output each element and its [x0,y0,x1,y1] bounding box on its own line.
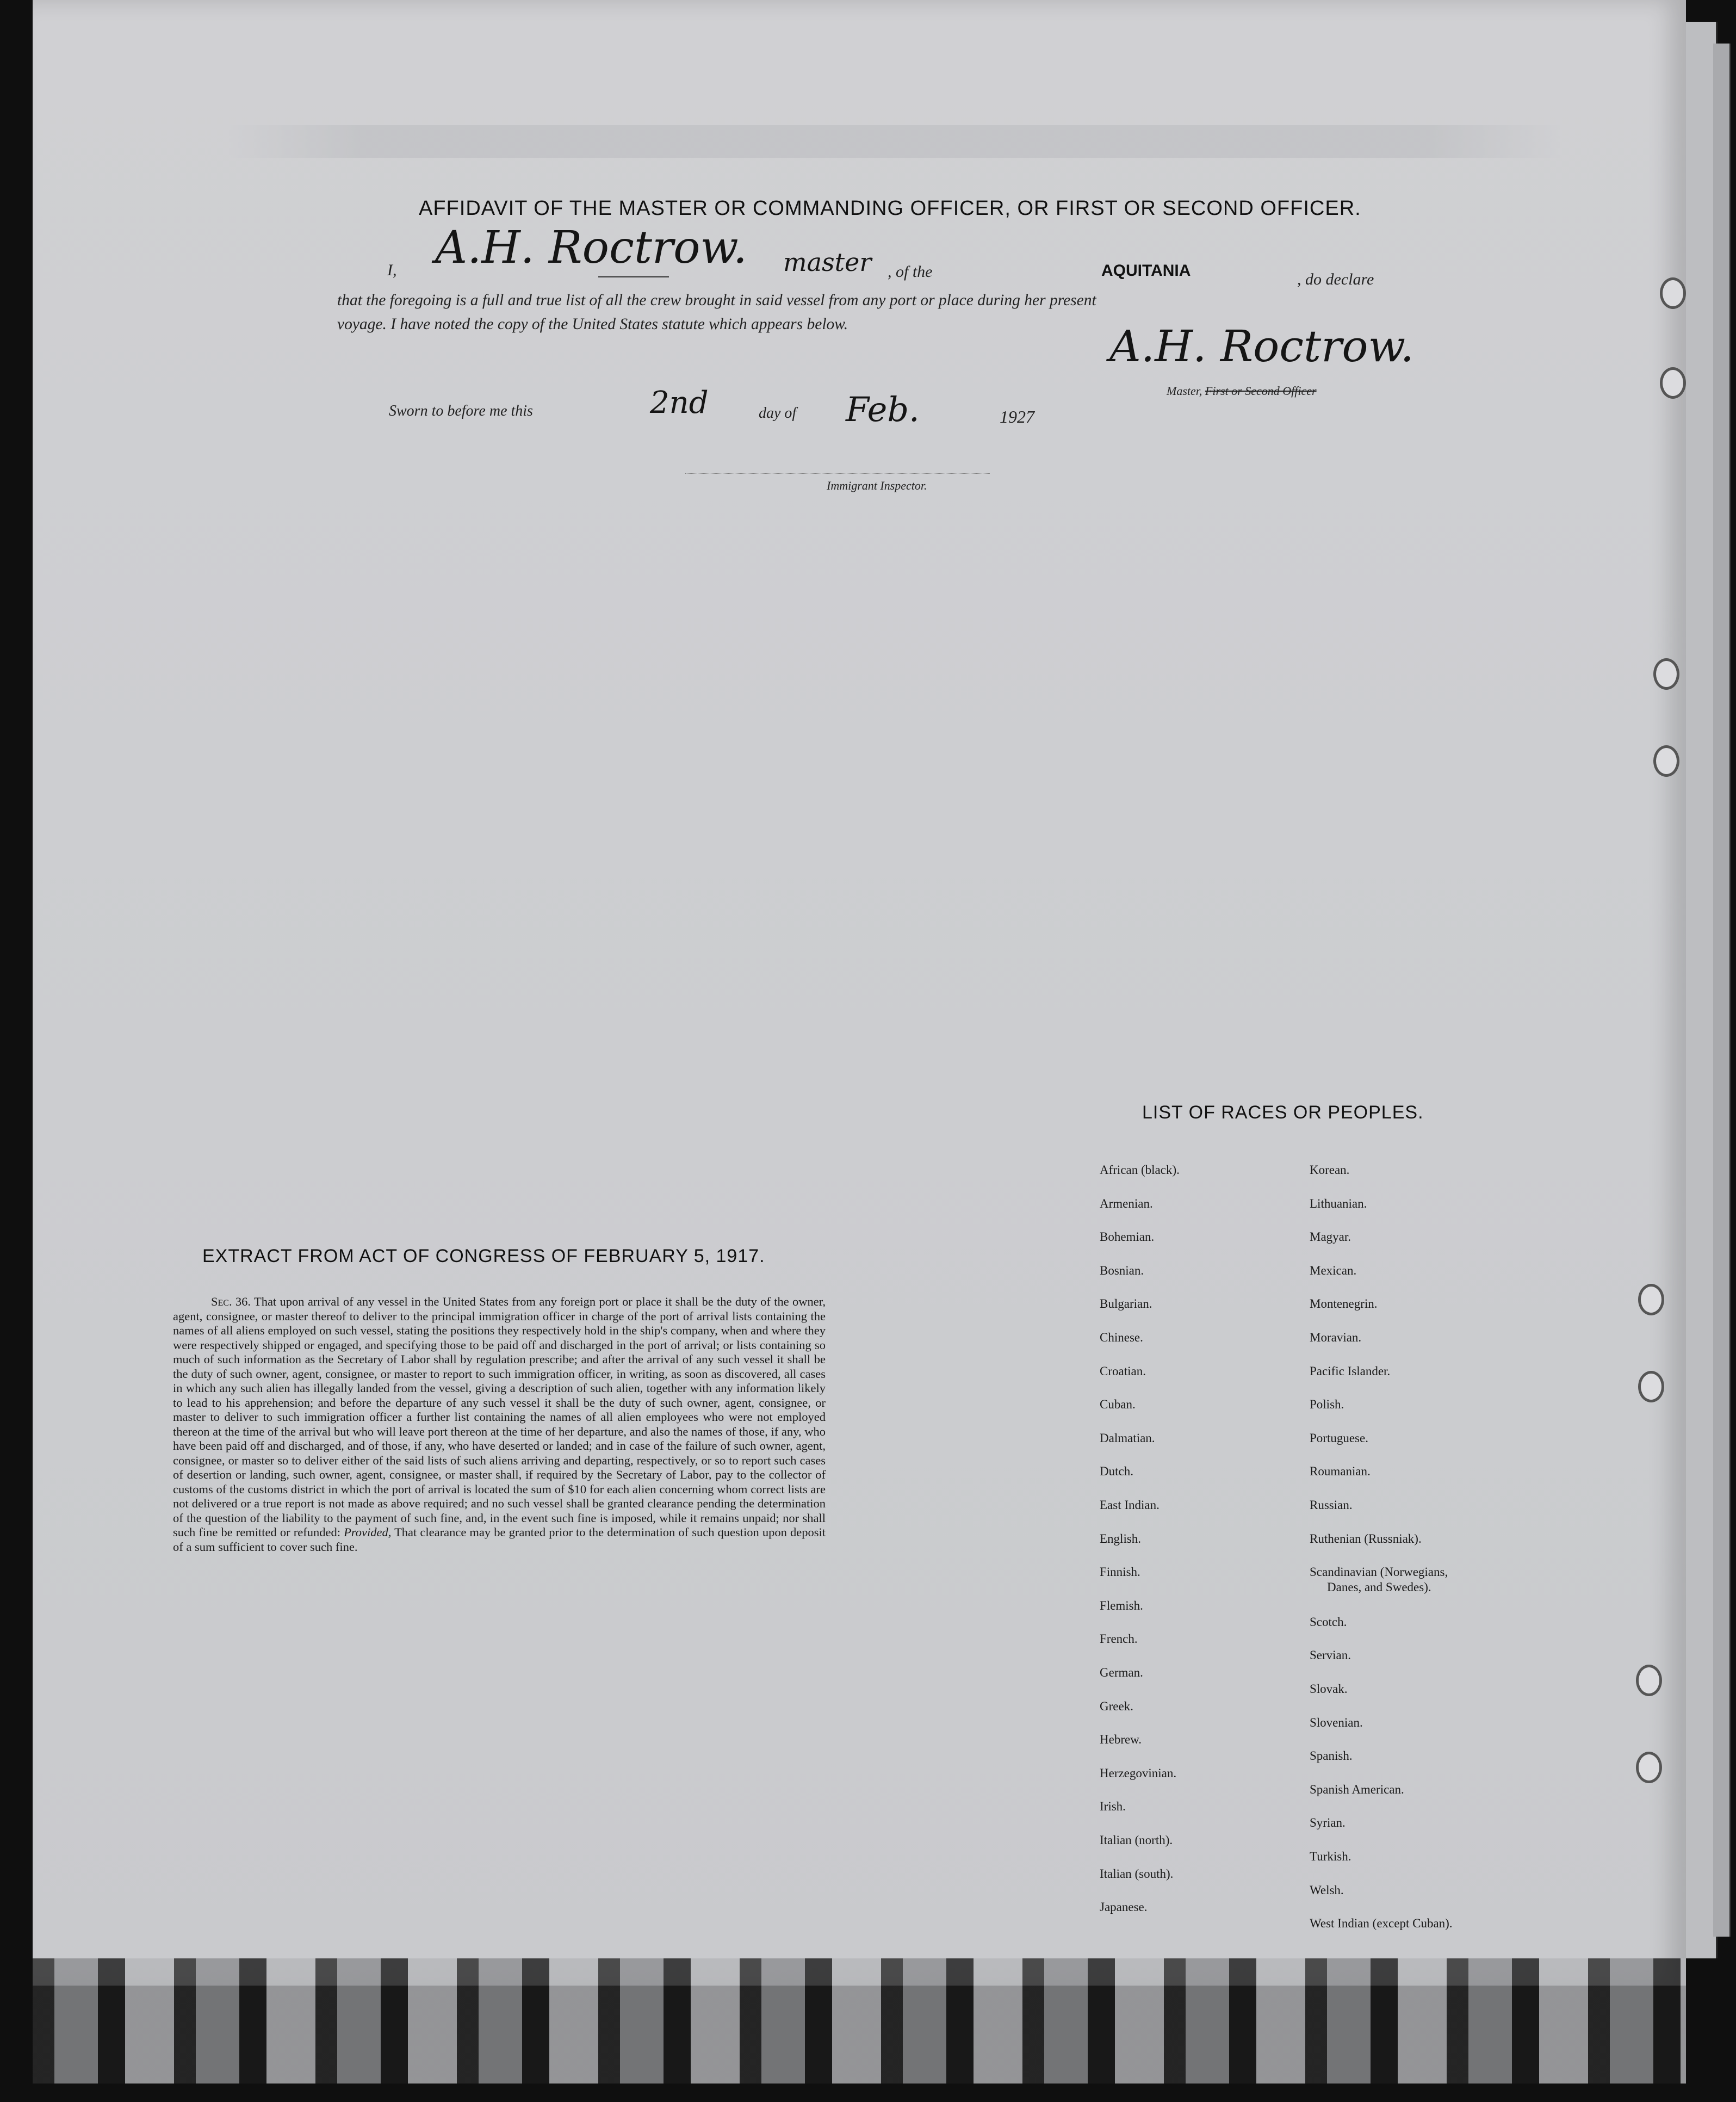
master-signature: A.H. Roctrow. [1109,321,1414,372]
race-item: Italian (north). [1100,1833,1173,1847]
inspector-caption: Immigrant Inspector. [827,479,927,492]
race-item: Dalmatian. [1100,1431,1155,1445]
race-item: Syrian. [1310,1816,1346,1830]
race-item: Scandinavian (Norwegians, [1310,1565,1448,1579]
provided-label: Provided, [344,1525,392,1539]
position-handwritten: master [783,248,872,277]
sworn-year: 1927 [1000,407,1034,426]
punch-hole-icon [1638,1371,1664,1402]
race-item: Irish. [1100,1800,1126,1814]
race-item: Chinese. [1100,1331,1143,1344]
punch-hole-icon [1636,1665,1662,1696]
race-item: Roumanian. [1310,1464,1371,1479]
race-item: Polish. [1310,1398,1344,1412]
affidavit-line-2: that the foregoing is a full and true list of all the crew brought in said vessel from any port or place during her present [337,292,1096,309]
race-item: German. [1100,1666,1143,1679]
race-item: Bosnian. [1100,1263,1144,1277]
race-item: Spanish American. [1310,1782,1404,1796]
punch-hole-icon [1636,1752,1662,1783]
race-item: Hebrew. [1100,1733,1142,1747]
race-item: Montenegrin. [1310,1297,1378,1311]
race-item: Herzegovinian. [1100,1766,1177,1780]
punch-hole-icon [1660,277,1686,309]
bleed-through-band [228,125,1561,158]
day-of-label: day of [759,405,797,422]
extract-title: EXTRACT FROM ACT OF CONGRESS OF FEBRUARY 5, 1917. [202,1246,765,1266]
race-item: Mexican. [1310,1263,1357,1277]
race-item: Ruthenian (Russniak). [1310,1531,1422,1545]
page-edge [1713,44,1731,1937]
race-item: Turkish. [1310,1850,1351,1863]
sworn-day: 2nd [650,385,709,421]
race-item: Armenian. [1100,1196,1153,1210]
race-item: Magyar. [1310,1230,1351,1244]
signature-caption [1167,384,1317,398]
race-item: French. [1100,1632,1138,1646]
sworn-month: Feb. [846,390,920,429]
race-item: Greek. [1100,1699,1133,1713]
signature-caption-master: Master, [1167,384,1202,398]
race-item: Japanese. [1100,1900,1148,1914]
section-label: Sec. 36. [211,1295,251,1308]
sworn-label: Sworn to before me this [389,403,533,419]
race-item: Italian (south). [1100,1866,1174,1881]
extract-body-end: That clearance may be granted prior to the determination of such question upon deposit of a sum sufficient to cover such fine. [173,1525,826,1554]
race-item: West Indian (except Cuban). [1310,1916,1453,1931]
punch-hole-icon [1638,1284,1664,1315]
race-item: Servian. [1310,1648,1351,1662]
signer-name: A.H. Roctrow. [435,222,747,274]
race-item: Welsh. [1310,1883,1344,1897]
punch-hole-icon [1653,745,1679,777]
race-item: Spanish. [1310,1749,1353,1763]
i-label: I, [387,261,397,279]
punch-hole-icon [1660,367,1686,399]
race-item: Danes, and Swedes). [1327,1580,1431,1594]
race-item: Croatian. [1100,1364,1146,1378]
races-title: LIST OF RACES OR PEOPLES. [1142,1102,1424,1123]
affidavit-line-3: voyage. I have noted the copy of the United States statute which appears below. [337,316,848,333]
race-item: African (black). [1100,1163,1180,1177]
race-item: Portuguese. [1310,1431,1368,1445]
race-item: Bohemian. [1100,1230,1155,1244]
race-item: Korean. [1310,1163,1350,1177]
race-item: Slovenian. [1310,1715,1363,1729]
race-item: Lithuanian. [1310,1196,1367,1210]
race-item: Finnish. [1100,1565,1140,1579]
race-item: Slovak. [1310,1682,1348,1696]
affidavit-title: AFFIDAVIT OF THE MASTER OR COMMANDING OFFICER, OR FIRST OR SECOND OFFICER. [419,197,1361,220]
race-item: Pacific Islander. [1310,1364,1391,1378]
race-item: Moravian. [1310,1331,1362,1344]
signature-caption-struck: First or Second Officer [1205,384,1317,398]
race-item: Dutch. [1100,1464,1133,1479]
extract-body [173,1295,826,1554]
of-the-label: , of the [888,263,933,281]
race-item: Cuban. [1100,1398,1136,1412]
race-item: Flemish. [1100,1598,1143,1612]
signer-underline [598,276,669,277]
race-item: Scotch. [1310,1615,1347,1629]
punch-hole-icon [1653,658,1679,690]
extract-body-text: That upon arrival of any vessel in the United States from any foreign port or place it shall be the duty of the owner, agent, consignee, or master thereof to deliver to the principal immigration officer in charge of the port of arrival lists containing the names of all aliens employed on such vessel, stating the positions they respectively hold in the ship's company, when and where they were respectively shipped or engaged, and specifying those to be paid off and discharged in the port of arrival; or lists containing so much of such information as the Secretary of Labor shall by regulation prescribe; and after the arrival of any such vessel it shall be the duty of such owner, agent, consignee, or master to report to such immigration officer, in writing, as soon as discovered, all cases in which any such alien has illegally landed from the vessel, giving a description of such alien, together with any information likely to lead to his apprehension; and before the departure of any such vessel it shall be the duty of such owner, agent, consignee, or master to deliver to such immigration officer a further list containing the names of all alien employees who were not employed thereon at the time of the arrival but who will leave port thereon at the time of her departure, and also the names of those, if any, who have been paid off and discharged, and of those, if any, who have deserted or landed; and in case of the failure of such owner, agent, consignee, or master so to deliver either of the said lists of such aliens arriving and departing, respectively, or so to report such cases of desertion or landing, such owner, agent, consignee, or master shall, if required by the Secretary of Labor, pay to the collector of customs of the customs district in which the port of arrival is located the sum of $10 for each alien concerning whom correct lists are not delivered or a true report is not made as above required; and no such vessel shall be granted clearance pending the determination of the question of the liability to the payment of such fine, and, in the event such fine is imposed, while it remains unpaid; nor shall such fine be remitted or refunded: [173,1295,826,1539]
race-item: Russian. [1310,1498,1353,1512]
do-declare-label: , do declare [1297,270,1374,288]
race-item: East Indian. [1100,1498,1160,1512]
race-item: English. [1100,1531,1142,1545]
inspector-signature-line [685,473,990,474]
vessel-name: AQUITANIA [1101,262,1191,280]
race-item: Bulgarian. [1100,1297,1152,1311]
torn-bottom-edge [33,1958,1686,2084]
